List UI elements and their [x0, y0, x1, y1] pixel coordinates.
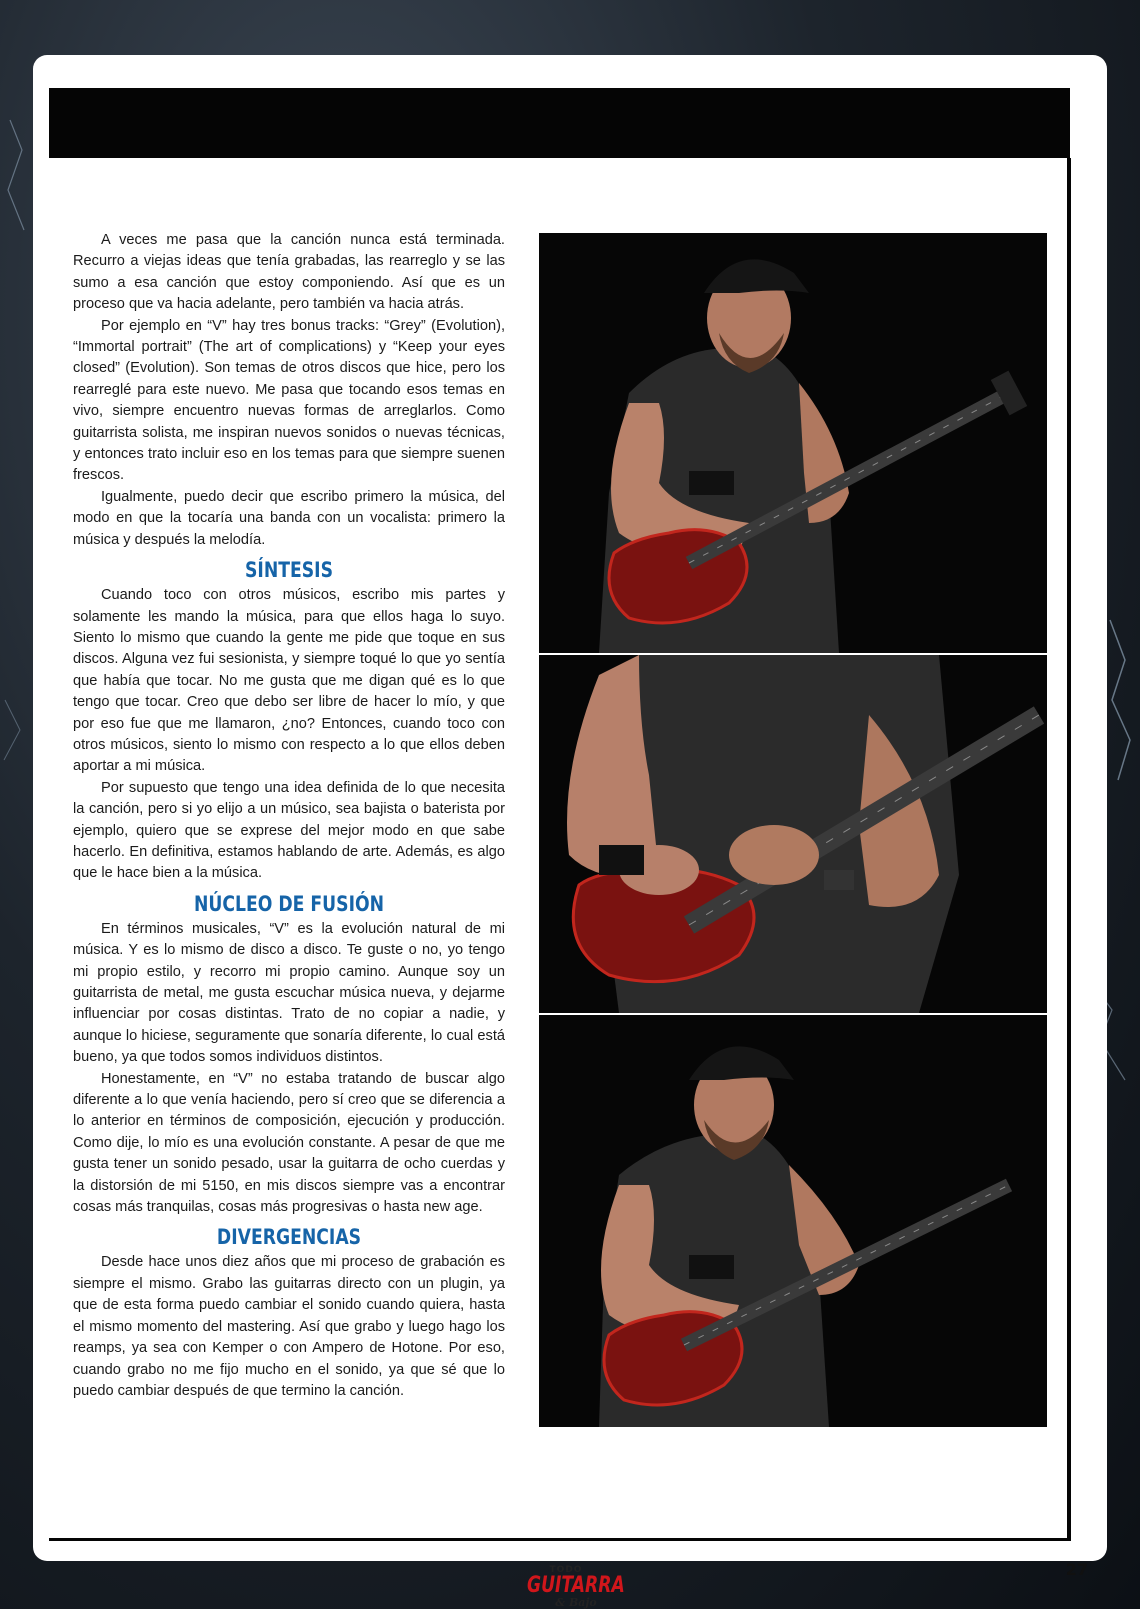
page-number: 27 — [1065, 1560, 1088, 1579]
paragraph: Igualmente, puedo decir que escribo primero la música, del modo en que la tocaría una banda con un vocalista: primero la música y después la melodía. — [73, 488, 505, 548]
guitarist-photo-2 — [539, 655, 1047, 1013]
paragraph: A veces me pasa que la canción nunca está terminada. Recurro a viejas ideas que tenía grabadas, las rearreglo y se las sumo a esa canción que estoy componiendo. Así que es un proceso que va hacia adelante, pero también va hacia atrás. — [73, 232, 505, 313]
paragraph: Desde hace unos diez años que mi proceso de grabación es siempre el mismo. Grabo las guitarras directo con un plugin, ya que de esta forma puedo cambiar el sonido cuando quiera, hasta el mismo momento del mastering. Así que grabo y luego hago los reamps, ya sea con Kemper o con Ampero de Hotone. Por eso, cuando grabo no me fijo mucho en el sonido, ya que sé que lo puedo cambiar después de que termino la canción. — [73, 1254, 505, 1399]
frame-right-border — [1067, 158, 1071, 1541]
paragraph: Por supuesto que tengo una idea definida de lo que necesita la canción, pero si yo elijo a un músico, sea bajista o baterista por ejemplo, quiero que se exprese del mejor modo en que sabe hacerlo. En definitiva, estamos hablando de arte. Además, es algo que le hace bien a la música. — [73, 779, 505, 882]
magazine-logo — [516, 1565, 625, 1609]
frame-bottom-border — [49, 1538, 1071, 1541]
logo-main-text: GUITARRA — [527, 1573, 625, 1598]
paragraph: Por ejemplo en “V” hay tres bonus tracks: “Grey” (Evolution), “Immortal portrait” (The art of complications) y “Keep your eyes closed” (Evolution). Son temas de otros discos que hice, pero los rearreglé para este nuevo. Me pasa que tocando esos temas en vivo, siempre encuentro nuevas formas de arreglarlos. Como guitarrista solista, me inspiran nuevos sonidos o nuevas técnicas, y entonces trato incluir eso en los temas para que siempre suenen frescos. — [73, 317, 505, 484]
logo-sub-text: & Bajo — [555, 1596, 597, 1609]
paragraph: En términos musicales, “V” es la evolución natural de mi música. Y es lo mismo de disco a disco. Te guste o no, yo tengo mi propio estilo, y recorro mi propio camino. Aunque soy un guitarrista de metal, me gusta escuchar música nueva, y dejarme influenciar por cosas distintas. Trato de no copiar a nadie, y aunque lo hiciese, seguramente que sonaría diferente, lo cual está bueno, ya que todos somos individuos distintos. — [73, 920, 505, 1066]
guitarist-photo-1 — [539, 233, 1047, 653]
paragraph: Cuando toco con otros músicos, escribo mis partes y solamente les mando la música, para que ellos haga lo suyo. Siento lo mismo que cuando la gente me pide que toque en sus discos. Alguna vez fui sesionista, y siempre toqué lo que yo sentía que había que tocar. No me gusta que me digan qué es lo que tengo que tocar. Creo que debo ser libre de hacer lo mío, y que por eso fue que me llamaron, ¿no? Entonces, cuando toco con otros músicos, siento lo mismo con respecto a lo que ellos deben aportar a mi música. — [73, 587, 505, 775]
magazine-page — [33, 55, 1107, 1609]
article-text-column — [73, 230, 505, 1402]
section-heading-divergencias: DIVERGENCIAS — [216, 1225, 362, 1250]
header-bar — [49, 88, 1070, 158]
guitarist-photo-3 — [539, 1015, 1047, 1427]
logo-top-text: TODO — [549, 1565, 583, 1575]
section-heading-nucleo: NÚCLEO DE FUSIÓN — [193, 891, 385, 916]
paragraph: Honestamente, en “V” no estaba tratando de buscar algo diferente a lo que venía haciendo, pero sí creo que se diferencia a lo anterior en términos de composición, ejecución y producción. Como dije, lo mío es una evolución constante. A pesar de que me gusta tener un sonido pesado, usar la guitarra de ocho cuerdas y la distorsión de mi 5150, en mis discos siempre vas a encontrar cosas más tranquilas, cosas más progresivas o hasta new age. — [73, 1070, 505, 1216]
section-heading-sintesis: SÍNTESIS — [245, 558, 333, 583]
